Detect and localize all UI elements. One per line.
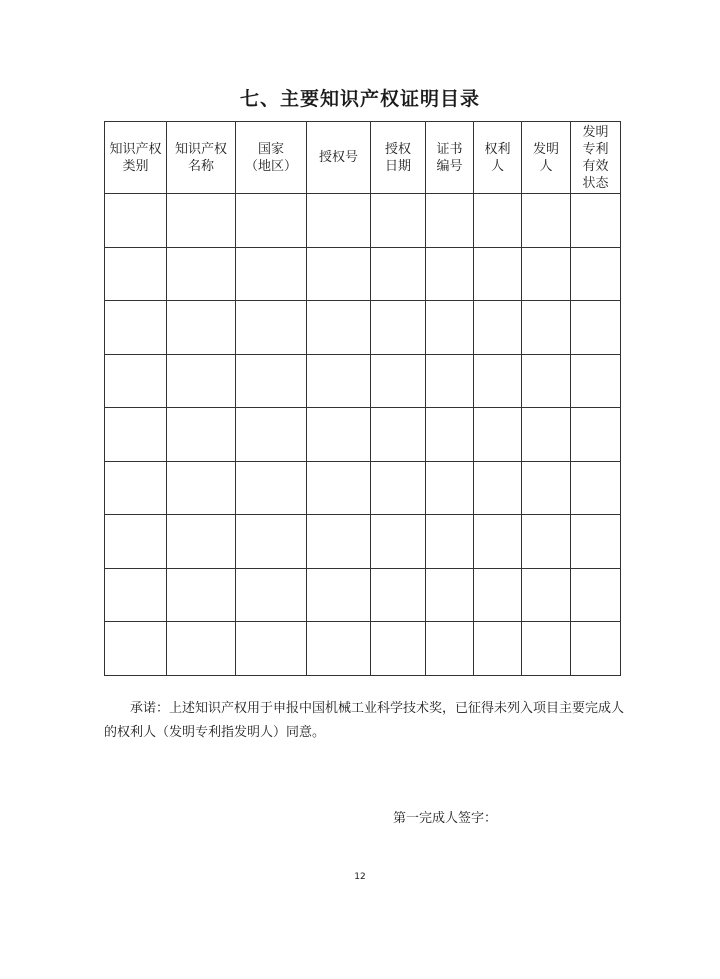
table-cell[interactable] <box>307 194 371 248</box>
table-cell[interactable] <box>426 408 474 462</box>
table-cell[interactable] <box>474 354 522 408</box>
table-cell[interactable] <box>571 354 621 408</box>
table-row <box>105 622 621 676</box>
table-row <box>105 247 621 301</box>
table-cell[interactable] <box>167 568 236 622</box>
table-cell[interactable] <box>571 408 621 462</box>
header-ip-category: 知识产权 类别 <box>105 122 167 194</box>
table-cell[interactable] <box>105 515 167 569</box>
ip-table <box>104 121 621 676</box>
promise-statement: 承诺：上述知识产权用于申报中国机械工业科学技术奖，已征得未列入项目主要完成人的权利人（发明专利指发明人）同意。 <box>104 701 625 740</box>
table-cell[interactable] <box>105 408 167 462</box>
table-cell[interactable] <box>307 354 371 408</box>
table-cell[interactable] <box>426 568 474 622</box>
header-certificate-number: 证书 编号 <box>426 122 474 194</box>
table-cell[interactable] <box>571 515 621 569</box>
table-row <box>105 194 621 248</box>
table-cell[interactable] <box>371 247 426 301</box>
table-cell[interactable] <box>236 247 307 301</box>
table-cell[interactable] <box>167 515 236 569</box>
table-cell[interactable] <box>236 568 307 622</box>
table-row <box>105 461 621 515</box>
table-cell[interactable] <box>307 461 371 515</box>
table-cell[interactable] <box>105 568 167 622</box>
header-grant-date: 授权 日期 <box>371 122 426 194</box>
table-cell[interactable] <box>571 622 621 676</box>
table-cell[interactable] <box>371 301 426 355</box>
table-cell[interactable] <box>307 408 371 462</box>
table-cell[interactable] <box>307 247 371 301</box>
table-cell[interactable] <box>522 408 571 462</box>
table-cell[interactable] <box>105 194 167 248</box>
table-cell[interactable] <box>307 515 371 569</box>
header-country-region: 国家 （地区） <box>236 122 307 194</box>
table-cell[interactable] <box>167 622 236 676</box>
table-cell[interactable] <box>307 622 371 676</box>
table-row <box>105 568 621 622</box>
table-cell[interactable] <box>167 408 236 462</box>
table-cell[interactable] <box>105 301 167 355</box>
table-cell[interactable] <box>236 515 307 569</box>
signature-label: 第一完成人签字： <box>393 811 498 826</box>
table-cell[interactable] <box>522 301 571 355</box>
table-cell[interactable] <box>371 354 426 408</box>
table-cell[interactable] <box>167 194 236 248</box>
table-cell[interactable] <box>571 301 621 355</box>
table-cell[interactable] <box>236 622 307 676</box>
table-cell[interactable] <box>236 354 307 408</box>
table-cell[interactable] <box>236 461 307 515</box>
table-row <box>105 301 621 355</box>
table-cell[interactable] <box>522 354 571 408</box>
table-cell[interactable] <box>167 354 236 408</box>
table-cell[interactable] <box>371 515 426 569</box>
table-cell[interactable] <box>105 622 167 676</box>
table-cell[interactable] <box>167 301 236 355</box>
table-cell[interactable] <box>474 247 522 301</box>
table-cell[interactable] <box>371 622 426 676</box>
table-cell[interactable] <box>236 408 307 462</box>
table-cell[interactable] <box>571 194 621 248</box>
header-rights-holder: 权利 人 <box>474 122 522 194</box>
header-ip-name: 知识产权 名称 <box>167 122 236 194</box>
table-cell[interactable] <box>522 461 571 515</box>
table-cell[interactable] <box>371 194 426 248</box>
table-cell[interactable] <box>571 247 621 301</box>
table-cell[interactable] <box>474 301 522 355</box>
table-cell[interactable] <box>522 568 571 622</box>
table-cell[interactable] <box>474 568 522 622</box>
table-cell[interactable] <box>105 247 167 301</box>
table-cell[interactable] <box>474 194 522 248</box>
table-cell[interactable] <box>474 515 522 569</box>
header-grant-number: 授权号 <box>307 122 371 194</box>
table-cell[interactable] <box>426 194 474 248</box>
table-cell[interactable] <box>426 354 474 408</box>
table-cell[interactable] <box>236 301 307 355</box>
table-cell[interactable] <box>426 461 474 515</box>
table-cell[interactable] <box>426 515 474 569</box>
table-cell[interactable] <box>426 301 474 355</box>
page-title: 七、主要知识产权证明目录 <box>239 88 480 110</box>
table-cell[interactable] <box>371 408 426 462</box>
table-cell[interactable] <box>105 354 167 408</box>
table-cell[interactable] <box>426 622 474 676</box>
table-cell[interactable] <box>371 568 426 622</box>
table-row <box>105 354 621 408</box>
table-cell[interactable] <box>167 461 236 515</box>
table-cell[interactable] <box>105 461 167 515</box>
table-cell[interactable] <box>522 622 571 676</box>
table-cell[interactable] <box>167 247 236 301</box>
header-patent-status: 发明 专利 有效 状态 <box>571 122 621 194</box>
table-cell[interactable] <box>522 247 571 301</box>
table-cell[interactable] <box>474 408 522 462</box>
table-row <box>105 408 621 462</box>
table-cell[interactable] <box>522 515 571 569</box>
table-cell[interactable] <box>307 301 371 355</box>
table-cell[interactable] <box>571 461 621 515</box>
table-header-row <box>105 122 621 194</box>
table-cell[interactable] <box>474 461 522 515</box>
page-number: 12 <box>354 872 366 882</box>
table-cell[interactable] <box>371 461 426 515</box>
header-inventor: 发明 人 <box>522 122 571 194</box>
table-cell[interactable] <box>571 568 621 622</box>
table-cell[interactable] <box>236 194 307 248</box>
table-cell[interactable] <box>307 568 371 622</box>
table-row <box>105 515 621 569</box>
table-cell[interactable] <box>426 247 474 301</box>
table-cell[interactable] <box>474 622 522 676</box>
table-cell[interactable] <box>522 194 571 248</box>
